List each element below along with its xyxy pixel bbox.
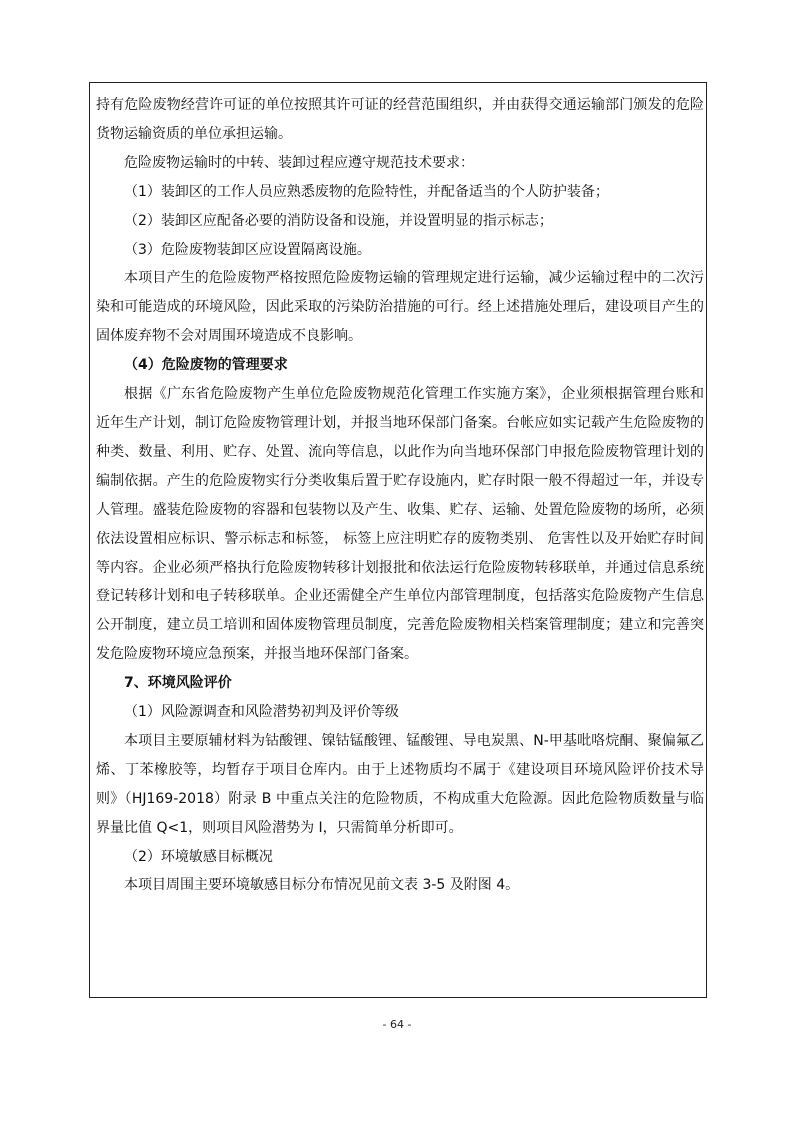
paragraph: 本项目周围主要环境敏感目标分布情况见前文表 3-5 及附图 4。 [124,877,520,894]
paragraph: 本项目产生的危险废物严格按照危险废物运输的管理规定进行运输，减少运输过程中的二次污染和可能造成的环境风险，因此采取的污染防治措施的可行。经上述措施处理后，建设项目产生的固体废弃物不会对周围环境造成不良影响。 [96,270,704,345]
paragraph: 持有危险废物经营许可证的单位按照其许可证的经营范围组织，并由获得交通运输部门颁发的危险货物运输资质的单位承担运输。 [96,97,704,142]
document-body [96,91,704,900]
section-heading: 7、环境风险评价 [124,675,232,692]
page-number: - 64 - [382,1018,412,1031]
section-heading: （4）危险废物的管理要求 [124,357,288,374]
paragraph: 根据《广东省危险废物产生单位危险废物规范化管理工作实施方案》，企业须根据管理台账和近年生产计划，制订危险废物管理计划，并报当地环保部门备案。台帐应如实记载产生危险废物的种类、数量、利用、贮存、处置、流向等信息，以此作为向当地环保部门申报危险废物管理计划的编制依据。产生的危险废物实行分类收集后置于贮存设施内，贮存时限一般不得超过一年，并设专人管理。盛装危险废物的容器和包装物以及产生、收集、贮存、运输、处置危险废物的场所，必须依法设置相应标识、警示标志和标签， 标签上应注明贮存的废物类别、 危害性以及开始贮存时间等内容。企业必须严格执行危险废物转移计划报批和依法运行危险废物转移联单，并通过信息系统登记转移计划和电子转移联单。企业还需健全产生单位内部管理制度，包括落实危险废物产生信息公开制度，建立员工培训和固体废物管理员制度，完善危险废物相关档案管理制度；建立和完善突发危险废物环境应急预案，并报当地环保部门备案。 [96,386,704,663]
subsection-heading: （2）环境敏感目标概况 [124,848,273,865]
paragraph: 危险废物运输时的中转、装卸过程应遵守规范技术要求： [124,154,474,171]
list-item: （1）装卸区的工作人员应熟悉废物的危险特性，并配备适当的个人防护装备； [124,183,609,200]
subsection-heading: （1）风险源调查和风险潜势初判及评价等级 [124,704,399,721]
list-item: （2）装卸区应配备必要的消防设备和设施，并设置明显的指示标志； [124,212,553,229]
list-item: （3）危险废物装卸区应设置隔离设施。 [124,241,371,258]
paragraph: 本项目主要原辅材料为钴酸锂、镍钴锰酸锂、锰酸锂、导电炭黑、N-甲基吡咯烷酮、聚偏氟乙烯、丁苯橡胶等，均暂存于项目仓库内。由于上述物质均不属于《建设项目环境风险评价技术导则》（HJ169-2018）附录 B 中重点关注的危险物质，不构成重大危险源。因此危险物质数量与临界量比值 Q<1，则项目风险潜势为 I，只需简单分析即可。 [96,732,704,836]
